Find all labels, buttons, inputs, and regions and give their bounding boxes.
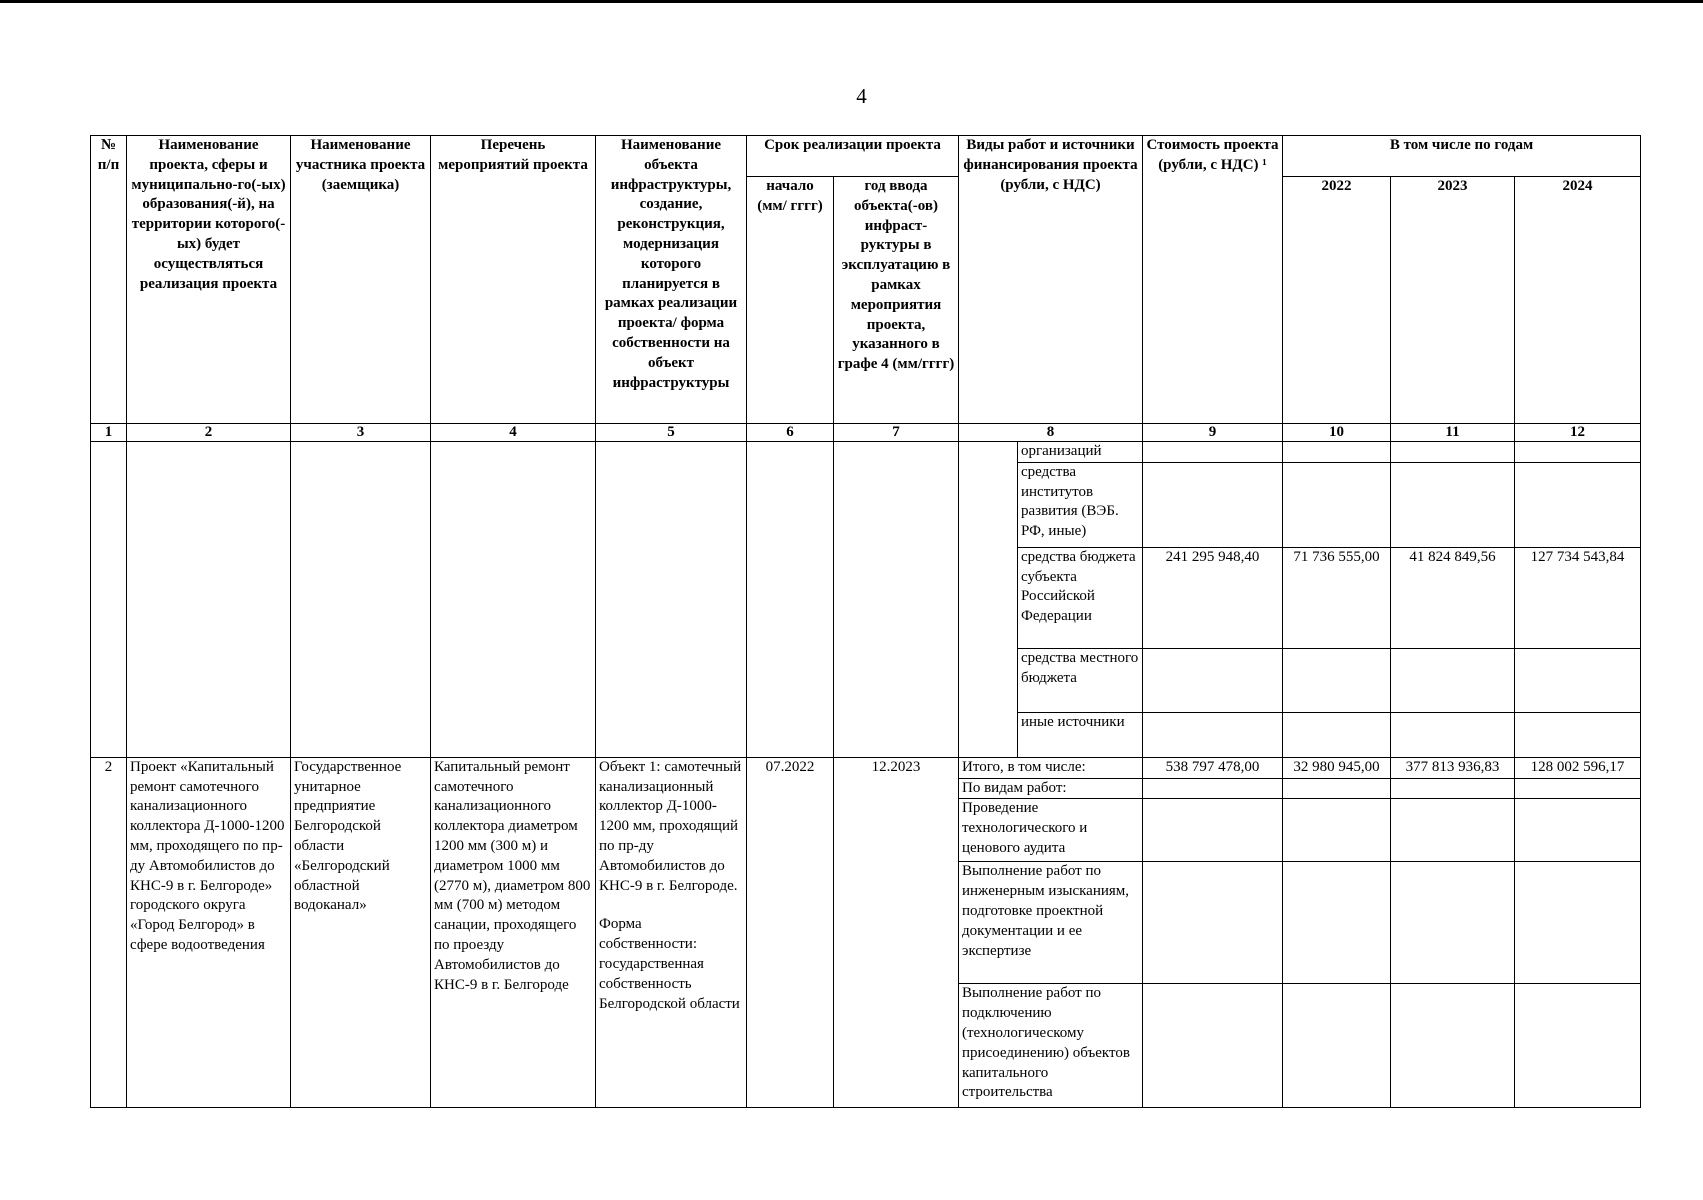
header-object: Наименование объекта инфраструктуры, создание, реконструкция, модернизация которого планируется в рамках реализации проекта/ форма собственности на объект инфраструктуры	[596, 136, 747, 424]
cost-value	[1143, 442, 1283, 463]
year-2023-value	[1391, 984, 1515, 1108]
column-number: 2	[127, 424, 291, 442]
project-measures: Капитальный ремонт самотечного канализационного коллектора диаметром 1200 мм (300 м) и диаметром 1000 мм (2770 м), диаметром 800 мм (700 м) методом санации, проходящего по проезду Автомобилистов до КНС-9 в г. Белгороде	[431, 757, 596, 1108]
project-commission-date: 12.2023	[834, 757, 959, 1108]
header-row	[91, 136, 1641, 177]
funding-source-label: средства бюджета субъекта Российской Федерации	[1018, 547, 1143, 648]
header-cost: Стоимость проекта (рубли, с НДС) ¹	[1143, 136, 1283, 424]
column-number: 11	[1391, 424, 1515, 442]
year-2022-value	[1283, 984, 1391, 1108]
year-2022-value	[1283, 712, 1391, 757]
project-name: Проект «Капитальный ремонт самотечного канализационного коллектора Д-1000-1200 мм, проходящего по пр-ду Автомобилистов до КНС-9 в г. Белгороде» городского округа «Город Белгород» в сфере водоотведения	[127, 757, 291, 1108]
header-project-name: Наименование проекта, сферы и муниципально-го(-ых) образования(-й), на территории которого(-ых) будет осуществляться реализация проекта	[127, 136, 291, 424]
year-2024-value	[1515, 862, 1641, 984]
work-type-label: Проведение технологического и ценового аудита	[959, 799, 1143, 862]
column-number: 3	[291, 424, 431, 442]
top-rule	[0, 0, 1703, 3]
project-table	[90, 135, 1641, 1108]
header-year-2023: 2023	[1391, 177, 1515, 424]
cost-value	[1143, 862, 1283, 984]
empty-cell	[959, 442, 1018, 758]
empty-cell	[431, 442, 596, 758]
year-2023-value: 377 813 936,83	[1391, 757, 1515, 778]
column-number: 5	[596, 424, 747, 442]
year-2023-value	[1391, 648, 1515, 712]
empty-cell	[127, 442, 291, 758]
cost-value	[1143, 648, 1283, 712]
funding-source-label: иные источники	[1018, 712, 1143, 757]
work-type-label: Выполнение работ по инженерным изысканиям, подготовке проектной документации и ее экспертизе	[959, 862, 1143, 984]
header-year-2022: 2022	[1283, 177, 1391, 424]
header-measures: Перечень мероприятий проекта	[431, 136, 596, 424]
ownership-form: Форма собственности: государственная собственность Белгородской области	[599, 916, 740, 1012]
column-numbers-row	[91, 424, 1641, 442]
column-number: 8	[959, 424, 1143, 442]
cost-value	[1143, 799, 1283, 862]
year-2022-value	[1283, 648, 1391, 712]
cost-value	[1143, 712, 1283, 757]
cost-value	[1143, 778, 1283, 799]
page-number: 4	[856, 84, 867, 108]
funding-source-label: организаций	[1018, 442, 1143, 463]
year-2024-value	[1515, 648, 1641, 712]
header-by-years: В том числе по годам	[1283, 136, 1641, 177]
header-commission: год ввода объекта(-ов) инфраст-руктуры в эксплуатацию в рамках мероприятия проекта, указанного в графе 4 (мм/гггг)	[834, 177, 959, 424]
cost-value	[1143, 462, 1283, 547]
cost-value	[1143, 984, 1283, 1108]
table-row	[91, 757, 1641, 778]
year-2023-value	[1391, 778, 1515, 799]
header-work-types: Виды работ и источники финансирования проекта (рубли, с НДС)	[959, 136, 1143, 424]
year-2022-value	[1283, 799, 1391, 862]
empty-cell	[747, 442, 834, 758]
cost-value: 538 797 478,00	[1143, 757, 1283, 778]
year-2022-value	[1283, 862, 1391, 984]
year-2022-value: 32 980 945,00	[1283, 757, 1391, 778]
project-object	[596, 757, 747, 1108]
year-2024-value: 128 002 596,17	[1515, 757, 1641, 778]
work-type-label: Выполнение работ по подключению (технологическому присоединению) объектов капитального строительства	[959, 984, 1143, 1108]
column-number: 12	[1515, 424, 1641, 442]
column-number: 9	[1143, 424, 1283, 442]
project-start-date: 07.2022	[747, 757, 834, 1108]
work-type-label: Итого, в том числе:	[959, 757, 1143, 778]
empty-cell	[596, 442, 747, 758]
column-number: 6	[747, 424, 834, 442]
header-start: начало (мм/ гггг)	[747, 177, 834, 424]
year-2024-value	[1515, 712, 1641, 757]
object-description: Объект 1: самотечный канализационный коллектор Д-1000-1200 мм, проходящий по пр-ду Автомобилистов до КНС-9 в г. Белгороде.	[599, 758, 742, 894]
table-row	[91, 442, 1641, 463]
header-year-2024: 2024	[1515, 177, 1641, 424]
year-2023-value	[1391, 442, 1515, 463]
year-2024-value	[1515, 799, 1641, 862]
funding-source-label: средства местного бюджета	[1018, 648, 1143, 712]
empty-cell	[91, 442, 127, 758]
empty-cell	[291, 442, 431, 758]
year-2024-value: 127 734 543,84	[1515, 547, 1641, 648]
work-type-label: По видам работ:	[959, 778, 1143, 799]
column-number: 4	[431, 424, 596, 442]
year-2022-value	[1283, 778, 1391, 799]
column-number: 10	[1283, 424, 1391, 442]
year-2024-value	[1515, 442, 1641, 463]
year-2022-value	[1283, 462, 1391, 547]
project-participant: Государственное унитарное предприятие Белгородской области «Белгородский областной водоканал»	[291, 757, 431, 1108]
column-number: 1	[91, 424, 127, 442]
year-2022-value: 71 736 555,00	[1283, 547, 1391, 648]
header-period: Срок реализации проекта	[747, 136, 959, 177]
cost-value: 241 295 948,40	[1143, 547, 1283, 648]
year-2023-value	[1391, 712, 1515, 757]
year-2023-value	[1391, 862, 1515, 984]
empty-cell	[834, 442, 959, 758]
year-2023-value: 41 824 849,56	[1391, 547, 1515, 648]
year-2024-value	[1515, 778, 1641, 799]
year-2024-value	[1515, 984, 1641, 1108]
year-2023-value	[1391, 462, 1515, 547]
funding-source-label: средства институтов развития (ВЭБ. РФ, иные)	[1018, 462, 1143, 547]
header-participant: Наименование участника проекта (заемщика)	[291, 136, 431, 424]
column-number: 7	[834, 424, 959, 442]
year-2022-value	[1283, 442, 1391, 463]
year-2023-value	[1391, 799, 1515, 862]
project-number: 2	[91, 757, 127, 1108]
year-2024-value	[1515, 462, 1641, 547]
header-num: № п/п	[91, 136, 127, 424]
